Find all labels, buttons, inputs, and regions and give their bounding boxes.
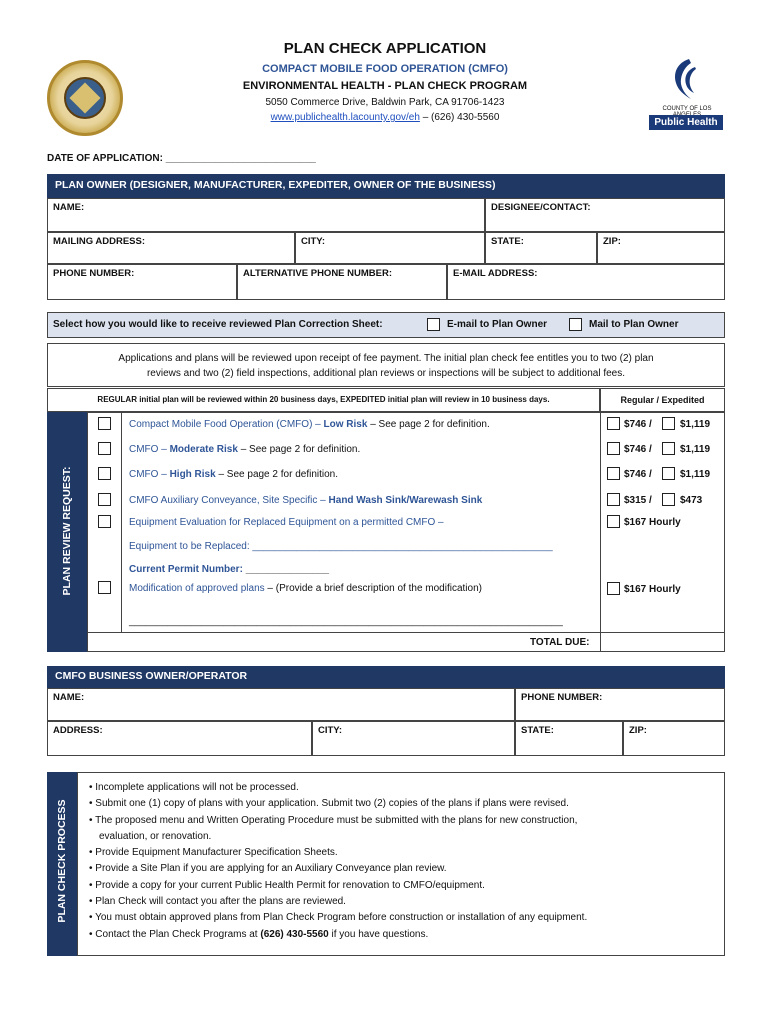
website-link[interactable]: www.publichealth.lacounty.gov/eh xyxy=(270,112,420,123)
moderate-risk-checkbox[interactable] xyxy=(98,442,111,455)
auxiliary-regular-price: $315 / xyxy=(624,495,652,506)
low-risk-expedited-checkbox[interactable] xyxy=(662,417,675,430)
low-risk-checkbox[interactable] xyxy=(98,417,111,430)
modification-price: $167 Hourly xyxy=(624,584,681,595)
price-header: Regular / Expedited xyxy=(600,388,725,412)
owner-state-field[interactable]: STATE: xyxy=(485,232,597,264)
list-item: • Incomplete applications will not be processed. xyxy=(89,782,299,793)
equipment-replaced-field[interactable]: Equipment to be Replaced: ______________________________________________________ xyxy=(129,541,553,552)
low-risk-text: Compact Mobile Food Operation (CMFO) – Low Risk – See page 2 for definition. xyxy=(129,419,490,430)
list-item: • Provide Equipment Manufacturer Specification Sheets. xyxy=(89,847,338,859)
moderate-risk-regular-checkbox[interactable] xyxy=(607,442,620,455)
phone-text: – (626) 430-5560 xyxy=(419,112,500,123)
public-health-mark-icon xyxy=(667,57,699,101)
logo-county-text: COUNTY OF LOS xyxy=(662,106,712,112)
low-risk-expedited-price: $1,119 xyxy=(680,419,711,430)
list-item: • You must obtain approved plans from Plan Check Program before construction or installation of any equipment. xyxy=(89,912,588,924)
mail-option-label: Mail to Plan Owner xyxy=(589,319,679,330)
public-health-logo xyxy=(645,57,725,137)
page-title: PLAN CHECK APPLICATION xyxy=(283,40,487,57)
review-time-note: REGULAR initial plan will be reviewed within 20 business days, EXPEDITED initial plan will review in 10 business days. xyxy=(47,388,600,412)
high-risk-expedited-price: $1,119 xyxy=(680,469,711,480)
list-item: • The proposed menu and Written Operating Procedure must be submitted with the plans for new construction, xyxy=(89,814,578,826)
list-item: • Provide a copy for your current Public Health Permit for renovation to CMFO/equipment. xyxy=(89,879,485,891)
high-risk-expedited-checkbox[interactable] xyxy=(662,467,675,480)
program-name: ENVIRONMENTAL HEALTH - PLAN CHECK PROGRAM xyxy=(242,80,528,92)
business-address-field[interactable]: ADDRESS: xyxy=(47,721,312,756)
address-line: 5050 Commerce Drive, Baldwin Park, CA 91706-1423 xyxy=(265,97,505,108)
high-risk-regular-checkbox[interactable] xyxy=(607,467,620,480)
high-risk-regular-price: $746 / xyxy=(624,469,652,480)
owner-phone-field[interactable]: PHONE NUMBER: xyxy=(47,264,237,300)
notice-line-1: Applications and plans will be reviewed upon receipt of fee payment. The initial plan check fee entitles you to two (2) plan xyxy=(118,353,654,364)
mailing-address-field[interactable]: MAILING ADDRESS: xyxy=(47,232,295,264)
process-list xyxy=(89,780,719,943)
business-name-field[interactable]: NAME: xyxy=(47,688,515,721)
date-of-application[interactable]: DATE OF APPLICATION: ___________________________ xyxy=(47,153,316,164)
auxiliary-expedited-price: $473 xyxy=(680,495,703,506)
modification-price-checkbox[interactable] xyxy=(607,582,620,595)
business-state-field[interactable]: STATE: xyxy=(515,721,623,756)
owner-city-field[interactable]: CITY: xyxy=(295,232,485,264)
correction-row xyxy=(47,312,725,338)
moderate-risk-expedited-price: $1,119 xyxy=(680,444,711,455)
process-side xyxy=(47,772,77,956)
notice-line-2: reviews and two (2) field inspections, additional plan reviews or inspections will be subject to additional fees. xyxy=(146,368,626,379)
plan-review-side-label: PLAN REVIEW REQUEST: xyxy=(61,466,73,596)
owner-name-field[interactable]: NAME: xyxy=(47,198,485,232)
logo-public-health-text: Public Health xyxy=(649,115,723,130)
equipment-price-checkbox[interactable] xyxy=(607,515,620,528)
auxiliary-expedited-checkbox[interactable] xyxy=(662,493,675,506)
business-phone-field[interactable]: PHONE NUMBER: xyxy=(515,688,725,721)
auxiliary-regular-checkbox[interactable] xyxy=(607,493,620,506)
plan-owner-heading: PLAN OWNER (DESIGNER, MANUFACTURER, EXPEDITER, OWNER OF THE BUSINESS) xyxy=(47,174,725,198)
designee-field[interactable]: DESIGNEE/CONTACT: xyxy=(485,198,725,232)
permit-number-field[interactable]: Current Permit Number: _______________ xyxy=(129,564,330,575)
equipment-price: $167 Hourly xyxy=(624,517,681,528)
list-item-continuation: evaluation, or renovation. xyxy=(99,830,212,842)
low-risk-regular-checkbox[interactable] xyxy=(607,417,620,430)
modification-description-field[interactable]: ______________________________________________________________________________ xyxy=(129,616,563,627)
owner-email-field[interactable]: E-MAIL ADDRESS: xyxy=(447,264,725,300)
mail-option-checkbox[interactable] xyxy=(569,318,582,331)
moderate-risk-text: CMFO – Moderate Risk – See page 2 for definition. xyxy=(129,444,361,455)
page-subtitle: COMPACT MOBILE FOOD OPERATION (CMFO) xyxy=(262,63,508,75)
owner-alt-phone-field[interactable]: ALTERNATIVE PHONE NUMBER: xyxy=(237,264,447,300)
high-risk-text: CMFO – High Risk – See page 2 for definition. xyxy=(129,469,338,480)
total-due-field[interactable] xyxy=(601,633,725,652)
correction-label: Select how you would like to receive reviewed Plan Correction Sheet: xyxy=(53,319,383,330)
business-city-field[interactable]: CITY: xyxy=(312,721,515,756)
equipment-checkbox[interactable] xyxy=(98,515,111,528)
plan-review-side xyxy=(47,412,87,652)
owner-zip-field[interactable]: ZIP: xyxy=(597,232,725,264)
list-item: • Plan Check will contact you after the plans are reviewed. xyxy=(89,896,346,908)
moderate-risk-expedited-checkbox[interactable] xyxy=(662,442,675,455)
email-option-checkbox[interactable] xyxy=(427,318,440,331)
modification-checkbox[interactable] xyxy=(98,581,111,594)
process-side-label: PLAN CHECK PROCESS xyxy=(56,799,68,923)
auxiliary-checkbox[interactable] xyxy=(98,493,111,506)
list-item: • Contact the Plan Check Programs at (626) 430-5560 if you have questions. xyxy=(89,928,429,940)
equipment-text: Equipment Evaluation for Replaced Equipment on a permitted CMFO – xyxy=(129,517,444,528)
total-due-label: TOTAL DUE: xyxy=(530,637,590,648)
moderate-risk-regular-price: $746 / xyxy=(624,444,652,455)
business-zip-field[interactable]: ZIP: xyxy=(623,721,725,756)
auxiliary-text: CMFO Auxiliary Conveyance, Site Specific – Hand Wash Sink/Warewash Sink xyxy=(129,495,483,506)
modification-text: Modification of approved plans – (Provide a brief description of the modification) xyxy=(129,583,482,594)
email-option-label: E-mail to Plan Owner xyxy=(447,319,548,330)
fee-notice xyxy=(47,343,725,387)
list-item: • Provide a Site Plan if you are applying for an Auxiliary Conveyance plan review. xyxy=(89,863,447,875)
business-heading: CMFO BUSINESS OWNER/OPERATOR xyxy=(47,666,725,688)
low-risk-regular-price: $746 / xyxy=(624,419,652,430)
high-risk-checkbox[interactable] xyxy=(98,467,111,480)
list-item: • Submit one (1) copy of plans with your application. Submit two (2) copies of the plans if plans were revised. xyxy=(89,798,569,810)
